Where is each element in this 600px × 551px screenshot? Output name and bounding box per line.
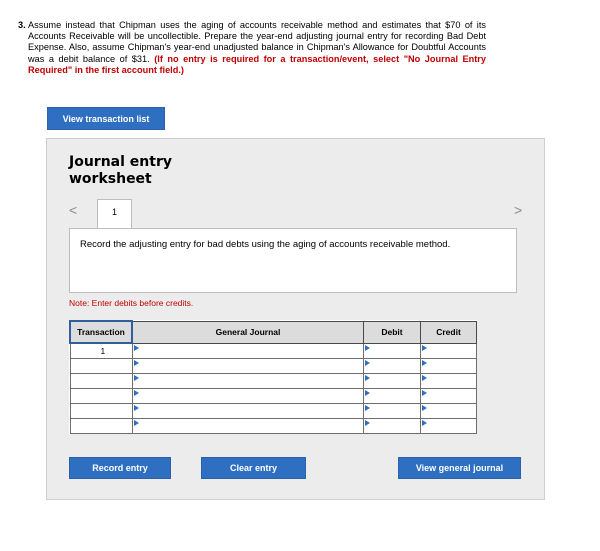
header-debit: Debit <box>364 321 421 343</box>
input-marker-icon <box>365 345 370 351</box>
next-arrow-icon[interactable]: > <box>514 202 523 218</box>
clear-entry-button[interactable]: Clear entry <box>201 457 306 479</box>
question-text <box>18 20 486 76</box>
transaction-cell <box>70 374 132 389</box>
table-row <box>70 374 477 389</box>
debit-field[interactable] <box>364 359 421 374</box>
table-row <box>70 419 477 434</box>
table-row <box>70 389 477 404</box>
table-row <box>70 359 477 374</box>
table-row <box>70 343 477 359</box>
prev-arrow-icon[interactable]: < <box>69 202 78 218</box>
input-marker-icon <box>422 345 427 351</box>
header-general-journal: General Journal <box>132 321 364 343</box>
credit-field[interactable] <box>421 374 477 389</box>
tab-1[interactable]: 1 <box>97 199 132 229</box>
debit-field[interactable] <box>364 389 421 404</box>
debit-field[interactable] <box>364 404 421 419</box>
debit-field[interactable] <box>364 419 421 434</box>
input-marker-icon <box>365 375 370 381</box>
input-marker-icon <box>422 420 427 426</box>
input-marker-icon <box>422 405 427 411</box>
entry-description: Record the adjusting entry for bad debts using the aging of accounts receivable method. <box>69 228 517 293</box>
record-entry-button[interactable]: Record entry <box>69 457 171 479</box>
table-row <box>70 404 477 419</box>
input-marker-icon <box>365 405 370 411</box>
dropdown-marker-icon <box>134 360 139 366</box>
credit-field[interactable] <box>421 343 477 359</box>
credit-field[interactable] <box>421 404 477 419</box>
transaction-cell: 1 <box>70 343 132 359</box>
worksheet-title: Journal entry worksheet <box>69 154 172 187</box>
transaction-cell <box>70 419 132 434</box>
question-instruction: (If no entry is required for a transaction/event, select "No Journal Entry Required" in the first account field.) <box>28 53 486 75</box>
journal-entry-worksheet-panel <box>46 138 545 500</box>
transaction-cell <box>70 389 132 404</box>
question-number: 3. <box>18 20 26 30</box>
account-field[interactable] <box>132 389 364 404</box>
view-transaction-list-button[interactable]: View transaction list <box>47 107 165 130</box>
credit-field[interactable] <box>421 389 477 404</box>
input-marker-icon <box>422 360 427 366</box>
transaction-cell <box>70 404 132 419</box>
input-marker-icon <box>365 390 370 396</box>
transaction-cell <box>70 359 132 374</box>
header-transaction: Transaction <box>70 321 132 343</box>
account-field[interactable] <box>132 343 364 359</box>
view-general-journal-button[interactable]: View general journal <box>398 457 521 479</box>
dropdown-marker-icon <box>134 420 139 426</box>
input-marker-icon <box>365 420 370 426</box>
input-marker-icon <box>422 375 427 381</box>
account-field[interactable] <box>132 419 364 434</box>
journal-table <box>69 320 477 434</box>
account-field[interactable] <box>132 404 364 419</box>
credit-field[interactable] <box>421 419 477 434</box>
dropdown-marker-icon <box>134 345 139 351</box>
debit-field[interactable] <box>364 343 421 359</box>
dropdown-marker-icon <box>134 405 139 411</box>
question-body: Assume instead that Chipman uses the aging of accounts receivable method and estimates that $70 of its Accounts Receivable will be uncollectible. Prepare the year-end adjusting journal entry for recording Bad Debt Expense. Also, assume Chipman's year-end unadjusted balance in Chipman's Allowance for Doubtful Accounts was a debit balance of $31. <box>28 20 486 64</box>
input-marker-icon <box>365 360 370 366</box>
debit-field[interactable] <box>364 374 421 389</box>
account-field[interactable] <box>132 374 364 389</box>
input-marker-icon <box>422 390 427 396</box>
dropdown-marker-icon <box>134 390 139 396</box>
credit-field[interactable] <box>421 359 477 374</box>
dropdown-marker-icon <box>134 375 139 381</box>
header-credit: Credit <box>421 321 477 343</box>
debits-credits-note: Note: Enter debits before credits. <box>69 298 194 308</box>
account-field[interactable] <box>132 359 364 374</box>
